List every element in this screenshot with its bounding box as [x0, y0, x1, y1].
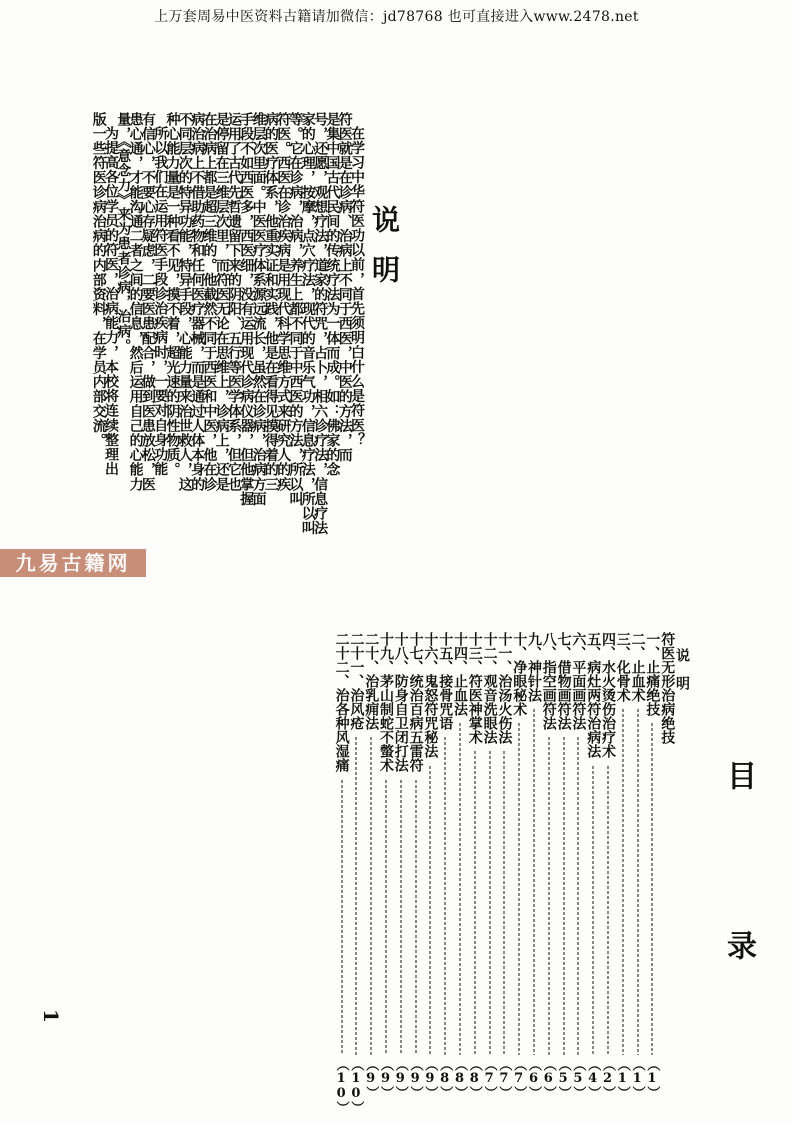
toc-entry-label[interactable]: 六、平面画符法 [570, 632, 587, 730]
toc-entry-label[interactable]: 九、神针法 [526, 632, 542, 702]
explanation-column: 患心通，才能沟通二者之间的信息，然后运用自己的心能力 [127, 112, 144, 492]
toc-leader-dots [355, 736, 357, 1055]
toc-leader-dots [370, 736, 372, 1055]
toc-page-number: （7） [511, 1058, 527, 1099]
toc-entry-label[interactable]: 二十一、治风疮 [348, 632, 365, 730]
toc-page-number: （5） [555, 1058, 571, 1099]
toc-page-number: （9） [363, 1058, 379, 1099]
toc-leader-dots [400, 779, 402, 1055]
toc-entry-label[interactable]: 符医无形治病绝技 [659, 632, 676, 744]
explanation-title: 说明 [368, 205, 401, 305]
page-folio: 1 [38, 1009, 63, 1023]
explanation-column: 病治病上不借助药物和任何医疗器械，而是通过人体本身的 [189, 112, 206, 492]
toc-entry-label[interactable]: 说 明 [674, 648, 690, 690]
toc-leader-dots [607, 765, 609, 1055]
explanation-column: 家的心理，按摩，点穴疗法，现代的音乐气功，信息疗法，所以叫 [299, 112, 316, 536]
toc-entry-label[interactable]: 三、化骨术 [614, 632, 631, 702]
toc-leader-dots [341, 779, 343, 1055]
explanation-column: 等。它在诊病，治病，养生上都不同于中西医的方法，所以叫 [287, 112, 304, 507]
explanation-column: 不同层次的特异功能，特异手段，心能力量来治世救人，这 [176, 112, 193, 492]
toc-entry-label[interactable]: 二十、治乳痈法 [363, 632, 380, 730]
toc-page-number: （1） [644, 1058, 660, 1099]
toc-leader-dots [592, 765, 594, 1055]
toc-entry-label[interactable]: 十、净眼秘术 [511, 632, 528, 716]
toc-entry-label[interactable]: 二十二、治各种风湿痛 [333, 632, 350, 772]
toc-page-number: （1） [629, 1058, 645, 1099]
toc-page-number: （10） [348, 1058, 364, 1114]
explanation-column: 量，《意念力》来为患者诊病，治病。 [115, 112, 132, 354]
toc-leader-dots [415, 779, 417, 1055]
explanation-column: 是集中国古代民间的传统疗法为一体而成。如：佛家的念 [324, 112, 341, 477]
toc-entry-label[interactable]: 八、指空画符法 [540, 632, 557, 730]
toc-entry-label[interactable]: 十七、统治百病五雷符 [407, 632, 424, 772]
toc-leader-dots [563, 736, 565, 1055]
toc-page-number: （5） [570, 1058, 586, 1099]
toc-leader-dots [622, 708, 624, 1056]
explanation-column: 运用了古代先哲遗留下来的阴阳、五行等医学体系，但它也 [226, 112, 242, 492]
toc-page-number: （7） [481, 1058, 497, 1099]
toc-leader-dots [533, 708, 535, 1056]
page-header-banner: 上万套周易中医资料古籍请加微信：jd78768 也可直接进入www.2478.net [154, 9, 639, 25]
toc-page-number: （8） [437, 1058, 453, 1099]
toc-leader-dots [444, 736, 446, 1055]
toc-leader-dots [385, 779, 387, 1055]
contents-title: 目录 [721, 760, 756, 1100]
toc-entry-label[interactable]: 十二、观音洗眼法 [481, 632, 498, 744]
explanation-column: 所以我们在运用符医手段诊治疾病时，一要对自身功能 [152, 126, 169, 477]
toc-page-number: （6） [526, 1058, 541, 1099]
toc-leader-dots [489, 750, 491, 1055]
toc-leader-dots [429, 765, 431, 1055]
explanation-column: 符医就是在诊病、治病上不同于西医，中医的方法，而 [336, 112, 353, 463]
explanation-column: 维层次里面。中医医疗体系源远流长，虽然在诊病，治病方面 [250, 112, 267, 507]
explanation-column: 版一些符医诊病治病的内部资料，在学员内部交流。 [90, 112, 107, 448]
explanation-column: 在治病上都是超三维的。他截然不同于西医和中医，他在诊 [201, 112, 218, 492]
toc-page-number: （9） [407, 1058, 423, 1099]
explanation-column: 号，还愿，观想疗法，道家的符咒，占卜，相六诊疗法，信息疗法 [312, 112, 329, 536]
toc-page-number: （8） [452, 1058, 467, 1099]
explanation-column: 有信心，不要心存疑虑，二要医患配合，做到医患放松，医 [139, 112, 156, 492]
toc-page-number: （9） [422, 1058, 438, 1099]
toc-page-number: （9） [392, 1058, 408, 1099]
toc-page-number: （6） [540, 1058, 556, 1099]
toc-entry-label[interactable]: 十六、鬼怒符咒秘法 [422, 632, 439, 758]
toc-page-number: （10） [333, 1058, 349, 1114]
toc-entry-label[interactable]: 十九、茅山制蛇不螫术 [378, 632, 394, 772]
toc-leader-dots [474, 750, 476, 1055]
toc-page-number: （1） [614, 1058, 630, 1099]
toc-leader-dots [503, 750, 505, 1055]
watermark-badge: 九易古籍网 [0, 549, 146, 577]
explanation-column: 是停留在三维层次里，而符医无论在思维上，诊病上，还是 [213, 112, 230, 492]
explanation-column: 符医。西医在诊治疾病是用现代科学思维方式来研究人的疾 [275, 112, 292, 492]
toc-leader-dots [459, 722, 461, 1055]
explanation-column: 病的医疗体系，他重实证和实践，他是在看得见摸得着的三 [262, 112, 279, 492]
toc-page-number: （2） [600, 1058, 615, 1099]
toc-page-number: （4） [585, 1058, 601, 1099]
toc-page-number: （7） [496, 1058, 512, 1099]
toc-leader-dots [518, 722, 520, 1055]
toc-entry-label[interactable]: 七、借物画符法 [555, 632, 572, 730]
toc-page-number: （9） [378, 1058, 393, 1099]
toc-leader-dots [577, 736, 579, 1055]
explanation-column: 手段不如西医多，西医细，没有运用现代诊病仪器，但他掌握 [238, 112, 255, 507]
toc-entry-label[interactable]: 十一、治汤火伤法 [496, 632, 513, 744]
toc-entry-label[interactable]: 十八、防身自卫闭打法 [392, 632, 409, 772]
toc-entry-label[interactable]: 十四、止血法 [452, 632, 468, 716]
explanation-column: 种心能力量是一种看不见，摸不着，超光速的阴性物质。 [164, 112, 181, 477]
toc-leader-dots [651, 722, 653, 1055]
toc-entry-label[interactable]: 五、病灶两符治病法 [585, 632, 602, 758]
toc-leader-dots [637, 708, 639, 1056]
explanation-column: 为提高各位学员的符医，治病能力，本校将连续整理出 [103, 126, 119, 477]
toc-entry-label[interactable]: 四、水火烫伤治疗术 [600, 632, 616, 758]
toc-entry-label[interactable]: 二、止血术 [629, 632, 646, 702]
toc-entry-label[interactable]: 十五、接骨咒语 [437, 632, 454, 730]
toc-leader-dots [548, 736, 550, 1055]
toc-entry-label[interactable]: 一、止痛绝技 [644, 632, 661, 716]
explanation-column: 在学习中华符医功以前，首先须明白什么是符医？ [349, 126, 365, 448]
toc-page-number: （8） [466, 1058, 482, 1099]
toc-entry-label[interactable]: 十三、符医神掌术 [466, 632, 483, 744]
